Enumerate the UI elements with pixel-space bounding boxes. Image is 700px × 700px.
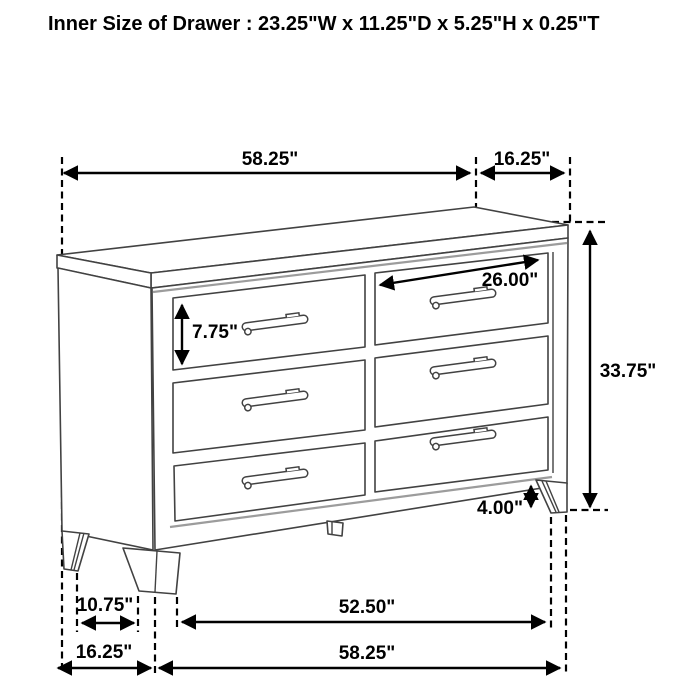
dresser-drawing [57, 207, 568, 594]
dim-label-drawer-width: 26.00" [481, 270, 539, 291]
dim-label-overall-width: 58.25" [338, 643, 396, 664]
center-leg [327, 521, 343, 536]
diagram-title: Inner Size of Drawer : 23.25"W x 11.25"D x 5.25"H x 0.25"T [48, 13, 600, 35]
dim-label-drawer-height: 7.75" [192, 322, 238, 343]
dim-label-top-depth: 16.25" [493, 149, 551, 170]
dim-label-overall-height: 33.75" [599, 361, 657, 382]
dim-label-leg-height: 4.00" [477, 498, 523, 519]
dim-label-leg-span: 52.50" [338, 597, 396, 618]
dim-label-leg-inset: 10.75" [76, 595, 134, 616]
dim-label-overall-depth: 16.25" [75, 642, 133, 663]
front-left-leg [123, 548, 180, 594]
dim-label-top-width: 58.25" [241, 149, 299, 170]
back-left-leg [62, 531, 89, 571]
front-right-leg [536, 480, 567, 513]
side-panel [58, 268, 153, 550]
